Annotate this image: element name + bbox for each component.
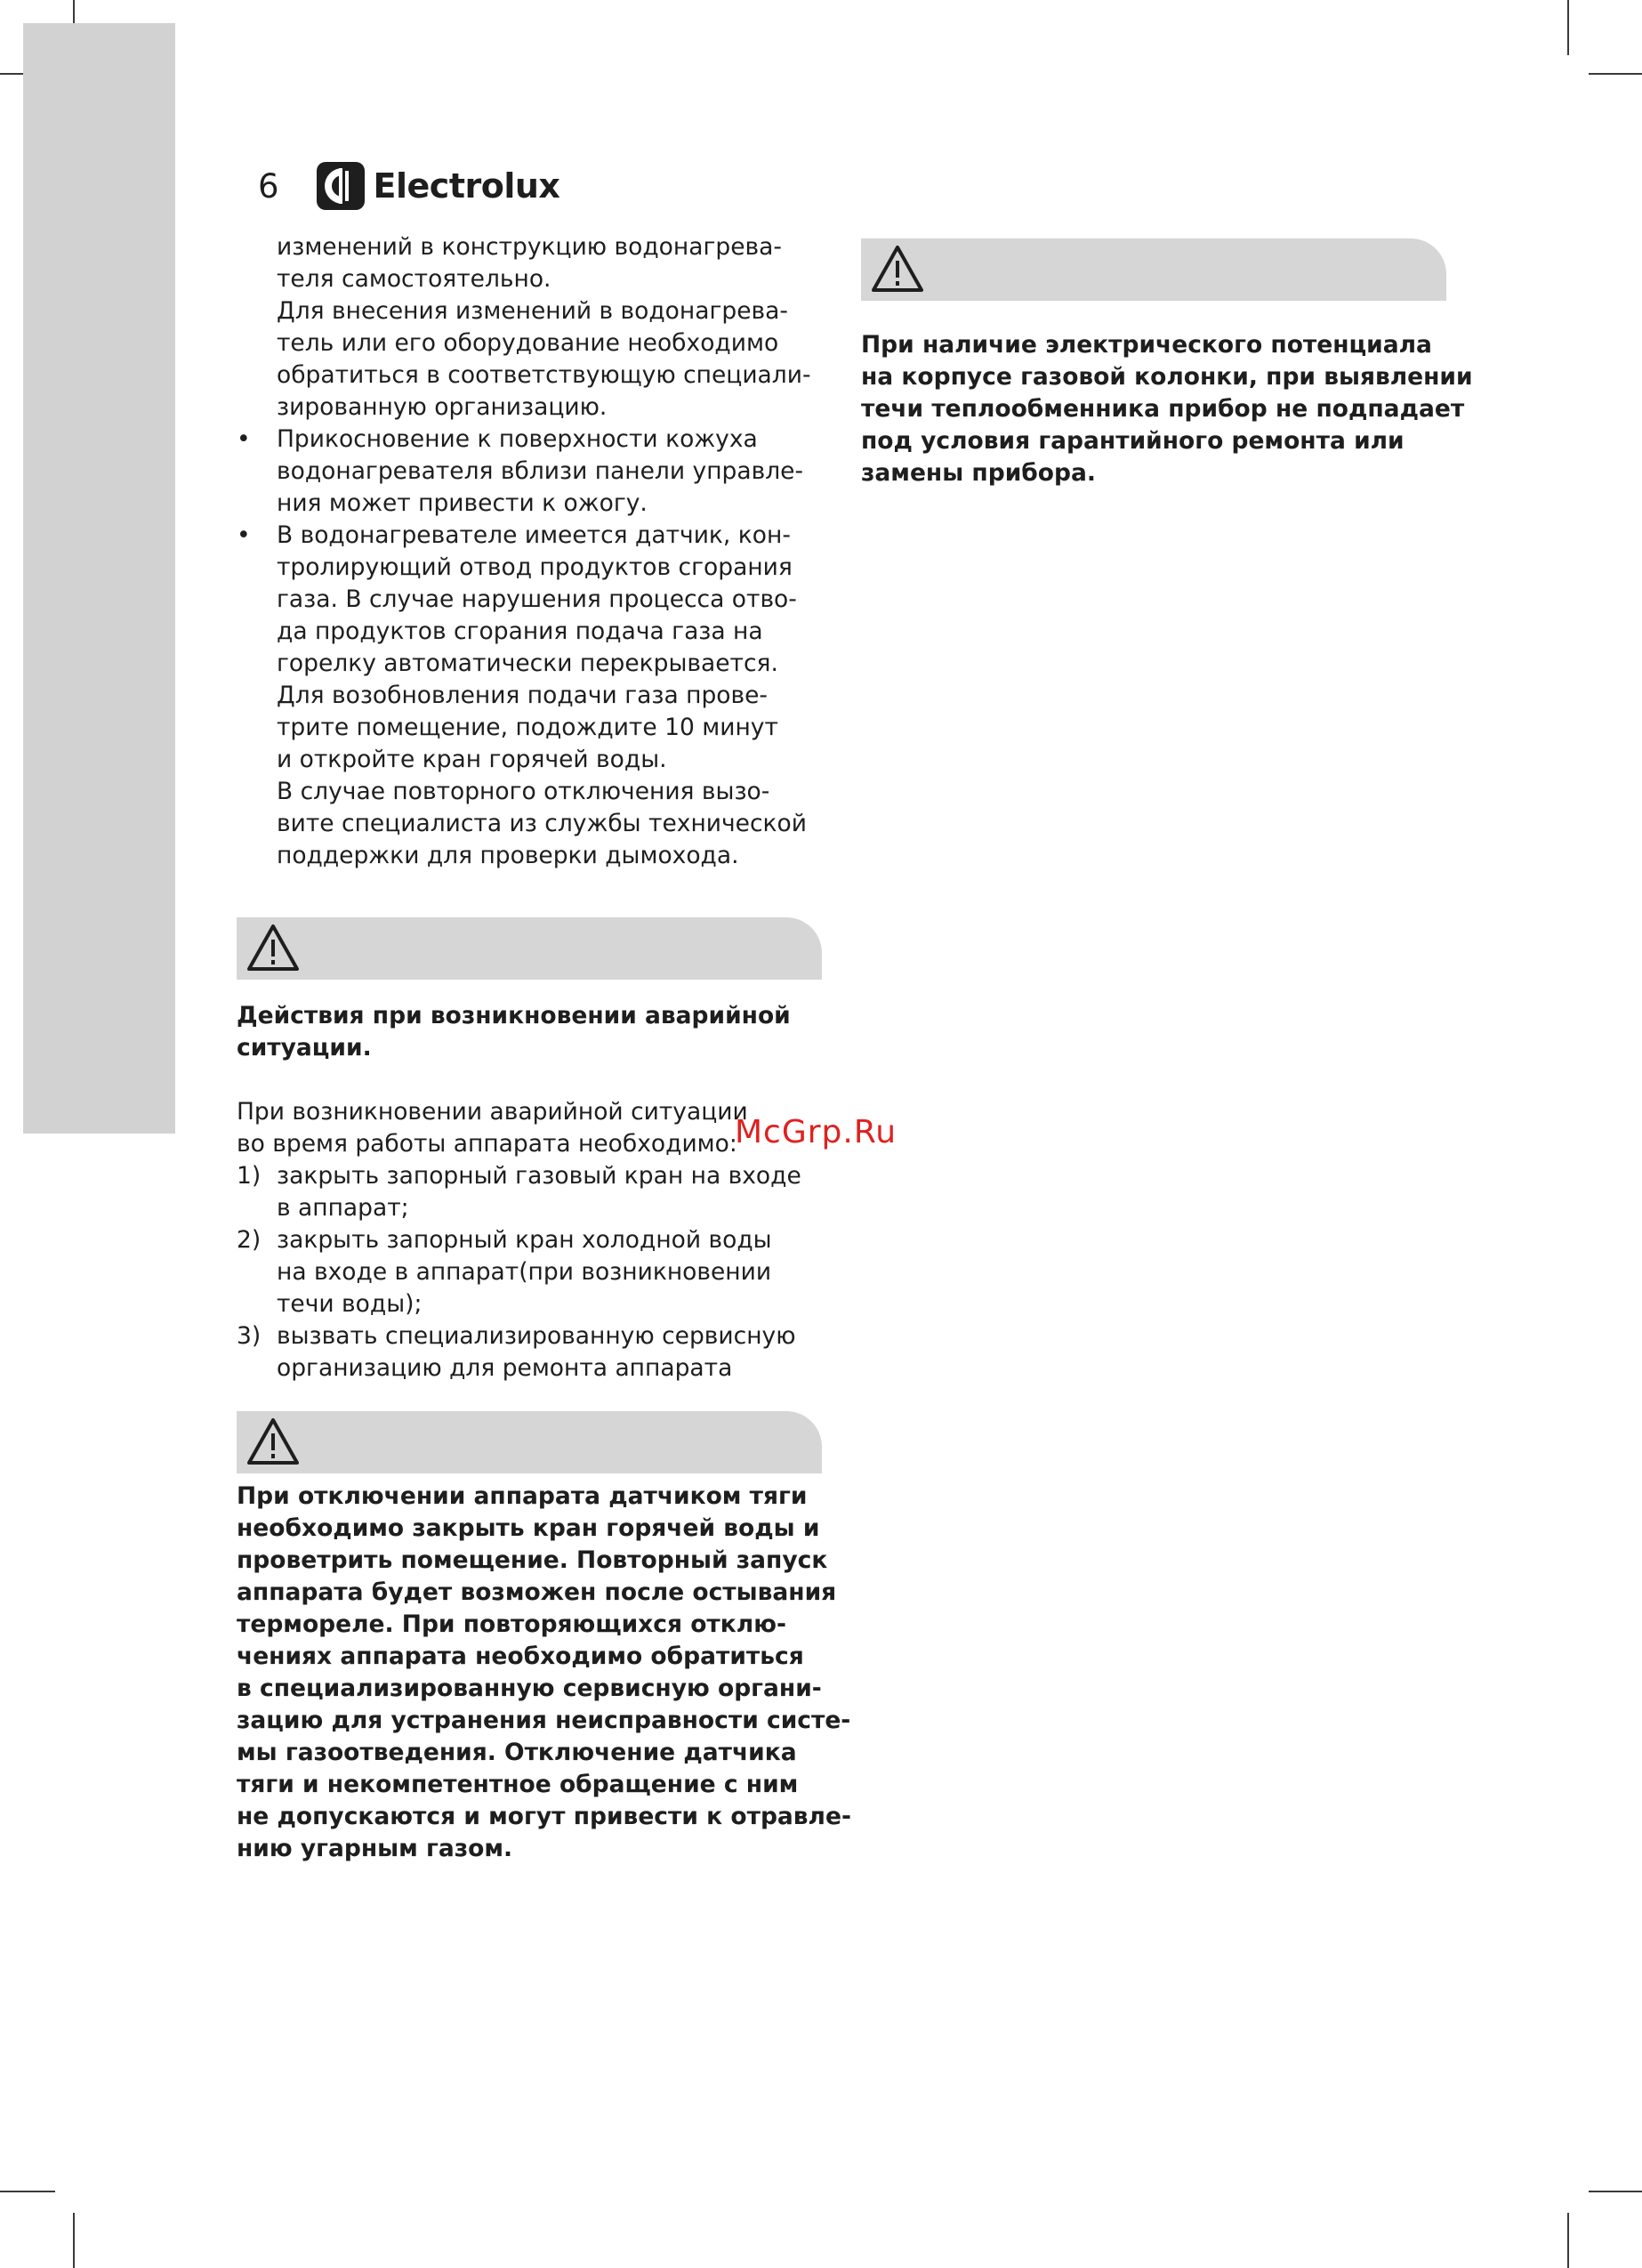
crop-mark: [0, 2191, 55, 2192]
warning-bar: [237, 917, 822, 980]
brand-logo: [315, 160, 560, 212]
bullet-text: Прикосновение к поверхности кожуха водонагревателя вблизи панели управле- ния может привести к ожогу.: [277, 425, 804, 517]
step-number: 2): [237, 1226, 262, 1254]
brand-name: Electrolux: [373, 166, 560, 206]
bullet-text: В водонагревателе имеется датчик, кон- тролирующий отвод продуктов сгорания газа. В случае нарушения процесса отво- да продуктов сгорания подача газа на горелку автоматически перекрывается. Для возобновления подачи газа прове- трите помещение, подождите 10 минут и откройте кран горячей воды. В случае повторного отключения вызо- вите специалиста из службы технической поддержки для проверки дымохода.: [277, 521, 807, 869]
crop-mark: [1589, 2191, 1642, 2192]
emergency-heading: Действия при возникновении аварийной ситуации.: [237, 1002, 791, 1061]
warning-triangle-icon: [245, 923, 301, 973]
intro-text: изменений в конструкцию водонагрева- теля самостоятельно. Для внесения изменений в водонагрева- тель или его оборудование необходимо обратиться в соответствующую специали- зированную организацию.: [277, 233, 811, 421]
crop-mark: [73, 2213, 75, 2268]
step-text: закрыть запорный газовый кран на входе в аппарат;: [277, 1162, 801, 1222]
warning-bar: [237, 1411, 822, 1473]
crop-mark: [1567, 2213, 1569, 2268]
watermark: McGrp.Ru: [735, 1114, 897, 1150]
side-band: [23, 23, 175, 1134]
step-text: закрыть запорный кран холодной воды на входе в аппарат(при возникновении течи воды);: [277, 1226, 772, 1318]
bullet-marker: •: [237, 521, 251, 549]
warning-triangle-icon: [245, 1416, 301, 1466]
step-number: 1): [237, 1162, 262, 1190]
emergency-intro: При возникновении аварийной ситуации во время работы аппарата необходимо:: [237, 1098, 748, 1158]
page-number: 6: [258, 166, 279, 206]
bullet-marker: •: [237, 425, 251, 453]
crop-mark: [1589, 73, 1642, 75]
warning-triangle-icon: [870, 244, 925, 294]
crop-mark: [1567, 0, 1569, 55]
page-header: [258, 155, 559, 217]
step-text: вызвать специализированную сервисную организацию для ремонта аппарата: [277, 1322, 796, 1382]
warranty-warning: При наличие электрического потенциала на корпусе газовой колонки, при выявлении течи теплообменника прибор не подпадает под условия гарантийного ремонта или замены прибора.: [861, 331, 1473, 487]
electrolux-logo-icon: [315, 160, 366, 212]
draft-sensor-warning: При отключении аппарата датчиком тяги необходимо закрыть кран горячей воды и проветрить помещение. Повторный запуск аппарата будет возможен после остывания термореле. При повторяющихся отклю- чениях аппарата необходимо обратиться в специализированную сервисную органи- зацию для устранения неисправности систе- мы газоотведения. Отключение датчика тяги и некомпетентное обращение с ним не допускаются и могут привести к отравле- нию угарным газом.: [237, 1482, 851, 1862]
step-number: 3): [237, 1322, 262, 1350]
warning-bar: [861, 238, 1446, 301]
